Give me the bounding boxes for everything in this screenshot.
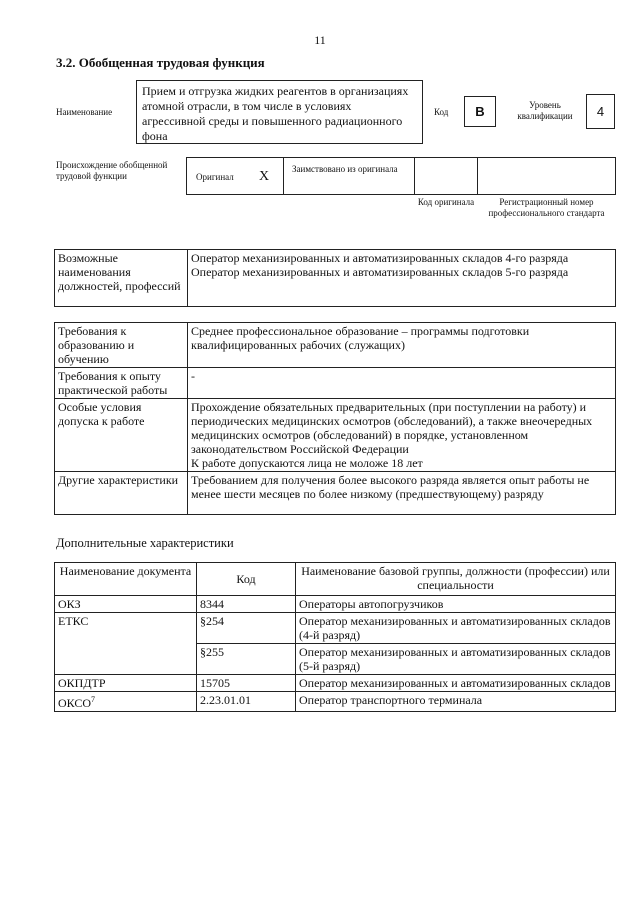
name-label: Наименование — [56, 107, 113, 117]
borrowed-cell: Заимствовано из оригинала — [283, 157, 415, 195]
name-cell: Оператор механизированных и автоматизированных складов (5-й разряд) — [296, 644, 616, 675]
position-item: Оператор механизированных и автоматизированных складов 4-го разряда — [191, 251, 569, 265]
code-caption: Код оригинала — [417, 197, 475, 207]
table-row — [55, 613, 616, 644]
req-value-cell — [188, 399, 616, 472]
function-name: Прием и отгрузка жидких реагентов в организациях атомной отрасли, в том числе в условиях агрессивной среды и повышенного радиационного фона — [136, 80, 423, 144]
req-value: Среднее профессиональное образование – программы подготовки квалифицированных рабочих (служащих) — [188, 323, 616, 368]
req-value-extra: К работе допускаются лица не моложе 18 лет — [191, 456, 423, 470]
doc-cell — [55, 692, 197, 712]
original-label: Оригинал — [196, 172, 234, 182]
requirements-table — [54, 322, 616, 515]
name-cell: Оператор механизированных и автоматизированных складов (4-й разряд) — [296, 613, 616, 644]
col-header-document: Наименование документа — [55, 563, 197, 596]
positions-table — [54, 249, 616, 307]
level-value: 4 — [586, 94, 615, 129]
footnote-ref: 7 — [91, 695, 96, 704]
req-value: Прохождение обязательных предварительных (при поступлении на работу) и периодических медицинских осмотров (обследований), а также внеочередных медицинских осмотров (обследований) в порядке, установленном законодательством Российской Федерации — [191, 400, 593, 456]
req-label: Другие характеристики — [55, 472, 188, 515]
origin-label: Происхождение обобщенной трудовой функции — [56, 160, 168, 181]
doc-cell: ОКПДТР — [55, 675, 197, 692]
req-value: Требованием для получения более высокого разряда является опыт работы не менее шести месяцев по более низкому (предшествующему) разряду — [188, 472, 616, 515]
table-row — [55, 692, 616, 712]
req-value: - — [188, 368, 616, 399]
code-cell: §255 — [197, 644, 296, 675]
req-label: Особые условия допуска к работе — [55, 399, 188, 472]
position-item: Оператор механизированных и автоматизированных складов 5-го разряда — [191, 265, 569, 279]
table-row — [55, 596, 616, 613]
code-cell: §254 — [197, 613, 296, 644]
doc-name: ОКСО — [58, 696, 92, 710]
name-cell: Оператор транспортного терминала — [296, 692, 616, 712]
positions-values — [188, 250, 616, 307]
code-value: B — [464, 96, 496, 127]
additional-table — [54, 562, 616, 712]
doc-cell: ЕТКС — [55, 613, 197, 675]
name-cell: Оператор механизированных и автоматизированных складов — [296, 675, 616, 692]
reg-caption: Регистрационный номер профессионального стандарта — [488, 197, 605, 218]
code-cell: 8344 — [197, 596, 296, 613]
req-label: Требования к опыту практической работы — [55, 368, 188, 399]
reg-number-cell — [477, 157, 616, 195]
doc-cell: ОКЗ — [55, 596, 197, 613]
col-header-name: Наименование базовой группы, должности (профессии) или специальности — [296, 563, 616, 596]
original-cell — [186, 157, 284, 195]
code-label: Код — [434, 107, 449, 117]
code-cell: 2.23.01.01 — [197, 692, 296, 712]
section-heading: 3.2. Обобщенная трудовая функция — [56, 55, 265, 70]
page-number: 11 — [314, 33, 326, 47]
original-code-cell — [414, 157, 478, 195]
req-label: Требования к образованию и обучению — [55, 323, 188, 368]
original-mark: X — [259, 169, 270, 184]
level-label: Уровень квалификации — [517, 100, 573, 121]
code-cell: 15705 — [197, 675, 296, 692]
name-cell: Операторы автопогрузчиков — [296, 596, 616, 613]
positions-label: Возможные наименования должностей, профессий — [55, 250, 188, 307]
additional-title: Дополнительные характеристики — [56, 536, 234, 550]
col-header-code: Код — [197, 563, 296, 596]
table-row — [55, 675, 616, 692]
